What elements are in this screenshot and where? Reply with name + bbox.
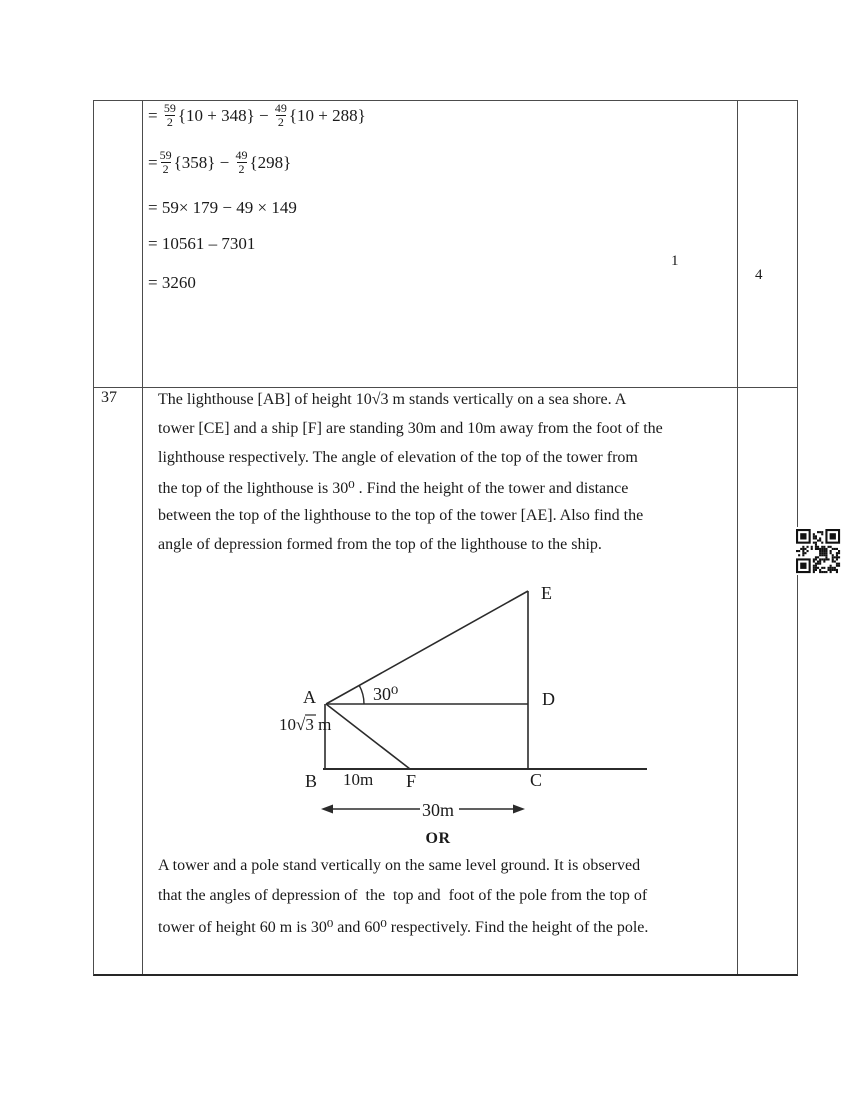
answer-table xyxy=(93,100,798,976)
step-mark: 1 xyxy=(671,253,679,269)
diagram-label: A xyxy=(303,687,316,707)
column-divider-right xyxy=(737,101,738,974)
diagram-label: B xyxy=(305,771,318,791)
equation-line: = 59× 179 − 49 × 149 xyxy=(148,198,297,217)
arrowhead-right-icon xyxy=(513,805,525,814)
diagram-label: 10m xyxy=(343,770,374,789)
or-text-line: tower of height 60 m is 30⁰ and 60⁰ respectively. Find the height of the pole. xyxy=(158,919,649,936)
fraction: $\frac{59}{2}$ xyxy=(159,148,172,177)
qr-code xyxy=(794,527,842,575)
equation-line: = $\frac{59}{2}$ {10 + 348} − $\frac{49}{2}$ {10 + 288} xyxy=(148,101,366,130)
row-divider xyxy=(94,387,797,388)
or-question-text xyxy=(158,857,648,947)
arrowhead-left-icon xyxy=(321,805,333,814)
question-text-line: between the top of the lighthouse to the top of the tower [AE]. Also find the xyxy=(158,507,644,524)
question-text xyxy=(158,391,663,565)
diagram-label: D xyxy=(542,689,555,709)
fraction: $\frac{49}{2}$ xyxy=(274,101,287,130)
question-number: 37 xyxy=(101,389,117,406)
question-text-line: tower [CE] and a ship [F] are standing 30m and 10m away from the foot of the xyxy=(158,420,663,437)
diagram-label: 10√3 m xyxy=(279,715,332,734)
question-text-line: the top of the lighthouse is 30⁰ . Find the height of the tower and distance xyxy=(158,480,629,497)
question-text-line: angle of depression formed from the top of the lighthouse to the ship. xyxy=(158,536,602,553)
diagram-label: C xyxy=(530,770,543,790)
or-text-line: A tower and a pole stand vertically on the same level ground. It is observed xyxy=(158,857,641,874)
geometry-diagram xyxy=(251,576,651,831)
equation-line: = $\frac{59}{2}$ {358} − $\frac{49}{2}$ {298} xyxy=(148,148,292,177)
column-divider-left xyxy=(142,101,143,974)
diagram-label: F xyxy=(406,771,417,791)
fraction: $\frac{49}{2}$ xyxy=(235,148,248,177)
equation-line: = 10561 – 7301 xyxy=(148,234,256,253)
equation-line: = 3260 xyxy=(148,273,196,292)
question-text-line: lighthouse respectively. The angle of elevation of the top of the tower from xyxy=(158,449,638,466)
diagram-label: 30⁰ xyxy=(373,684,399,704)
or-text-line: that the angles of depression of the top and foot of the pole from the top of xyxy=(158,887,648,904)
diagram-label: 30m xyxy=(422,800,455,820)
diagram-label: E xyxy=(541,583,552,603)
total-marks: 4 xyxy=(755,267,763,283)
or-heading: OR xyxy=(425,830,451,847)
question-text-line: The lighthouse [AB] of height 10√3 m stands vertically on a sea shore. A xyxy=(158,391,627,408)
fraction: $\frac{59}{2}$ xyxy=(163,101,176,130)
